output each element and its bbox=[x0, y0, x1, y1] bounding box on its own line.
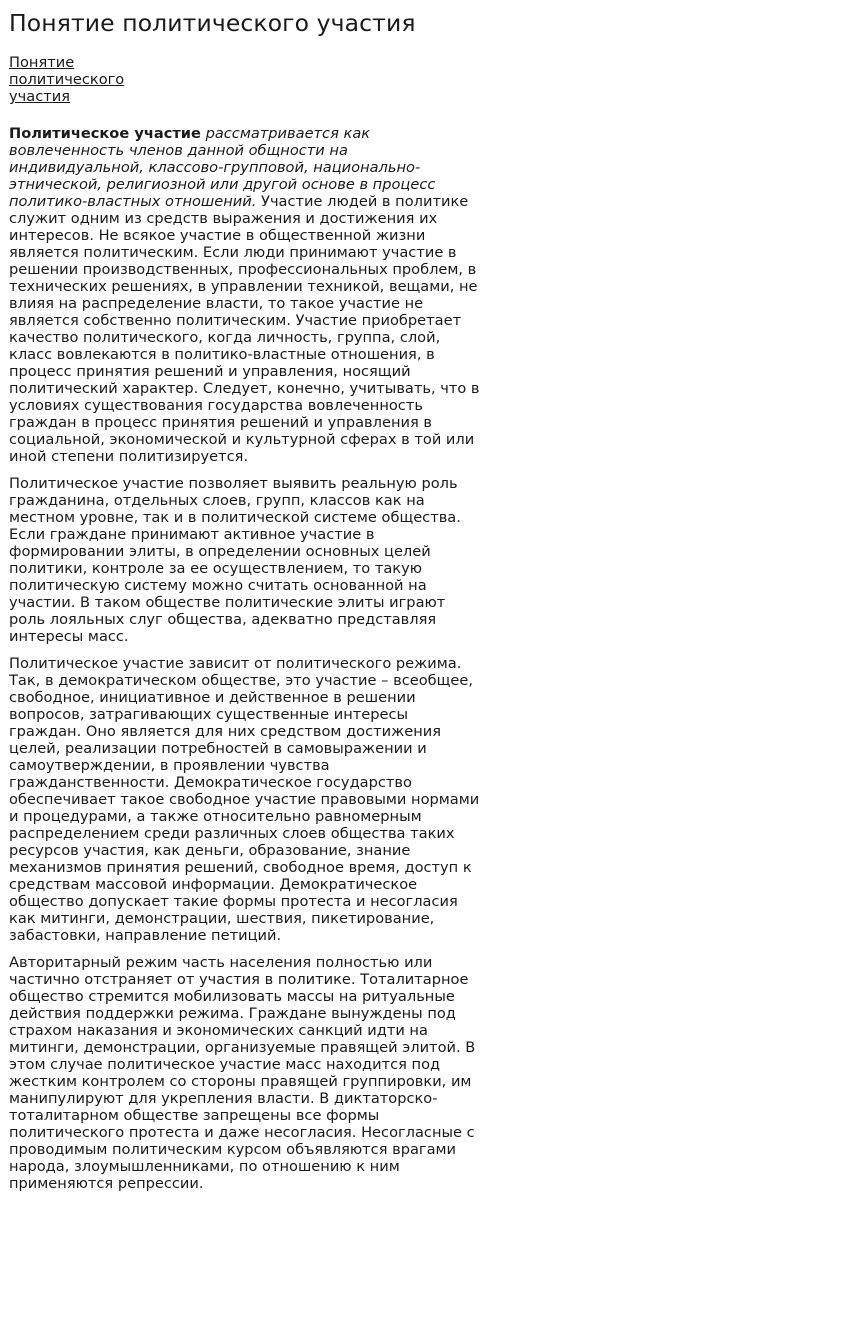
term-definition: рассматривается как вовлеченность членов данной общности на индивидуальной, классово-групповой, национально-этнической, религиозной или другой основе в процесс политико-властных отношений. bbox=[9, 125, 436, 210]
page-title: Понятие политического участия bbox=[9, 9, 416, 37]
paragraph-1 bbox=[9, 125, 481, 465]
term-bold: Политическое участие bbox=[9, 125, 201, 142]
table-of-contents bbox=[9, 54, 149, 105]
paragraph-3: Политическое участие зависит от политического режима. Так, в демократическом обществе, это участие – всеобщее, свободное, инициативное и действенное в решении вопросов, затрагивающих существенные интересы граждан. Оно является для них средством достижения целей, реализации потребностей в самовыражении и самоутверждении, в проявлении чувства гражданственности. Демократическое государство обеспечивает такое свободное участие правовыми нормами и процедурами, а также относительно равномерным распределением среди различных слоев общества таких ресурсов участия, как деньги, образование, знание механизмов принятия решений, свободное время, доступ к средствам массовой информации. Демократическое общество допускает такие формы протеста и несогласия как митинги, демонстрации, шествия, пикетирование, забастовки, направление петиций. bbox=[9, 655, 480, 944]
paragraph-4: Авторитарный режим часть населения полностью или частично отстраняет от участия в политике. Тоталитарное общество стремится мобилизовать массы на ритуальные действия поддержки режима. Граждане вынуждены под страхом наказания и экономических санкций идти на митинги, демонстрации, организуемые правящей элитой. В этом случае политическое участие масс находится под жестким контролем со стороны правящей группировки, им манипулируют для укрепления власти. В диктаторско-тоталитарном обществе запрещены все формы политического протеста и даже несогласия. Несогласные с проводимым политическим курсом объявляются врагами народа, злоумышленниками, по отношению к ним применяются репрессии. bbox=[9, 954, 476, 1192]
paragraph-1-text: Участие людей в политике служит одним из средств выражения и достижения их интересов. Не всякое участие в общественной жизни является политическим. Если люди принимают участие в решении производственных, профессиональных проблем, в технических решениях, в управлении техникой, вещами, не влияя на распределение власти, то такое участие не является собственно политическим. Участие приобретает качество политического, когда личность, группа, слой, класс вовлекаются в политико-властные отношения, в процесс принятия решений и управления, носящий политический характер. Следует, конечно, учитывать, что в условиях существования государства вовлеченность граждан в процесс принятия решений и управления в социальной, экономической и культурной сферах в той или иной степени политизируется. bbox=[9, 193, 480, 465]
article-body bbox=[9, 125, 481, 1192]
toc-link[interactable]: Понятие политического участия bbox=[9, 54, 125, 105]
paragraph-2: Политическое участие позволяет выявить реальную роль гражданина, отдельных слоев, групп, классов как на местном уровне, так и в политической системе общества. Если граждане принимают активное участие в формировании элиты, в определении основных целей политики, контроле за ее осуществлением, то такую политическую систему можно считать основанной на участии. В таком обществе политические элиты играют роль лояльных слуг общества, адекватно представляя интересы масс. bbox=[9, 475, 461, 645]
